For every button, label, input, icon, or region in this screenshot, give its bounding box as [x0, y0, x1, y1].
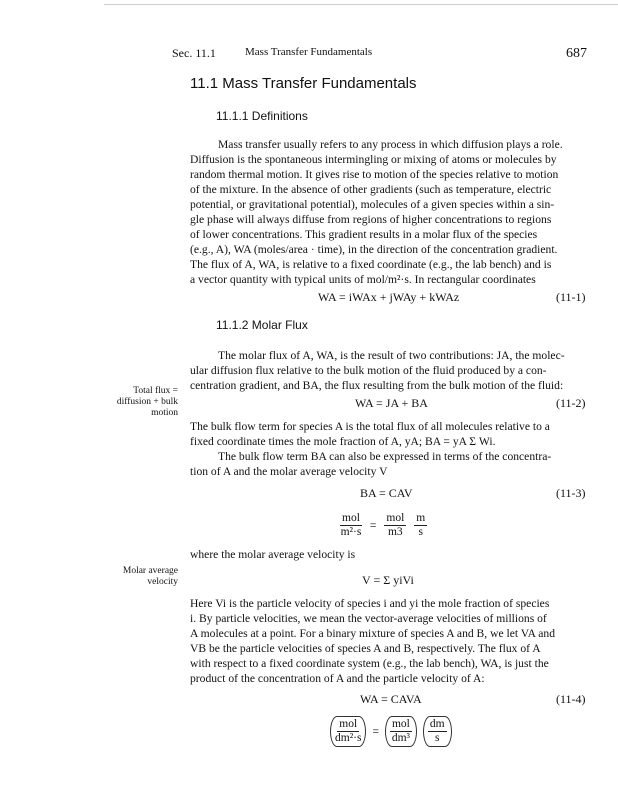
equation-molar-average-velocity: V = Σ yiVi — [362, 573, 414, 587]
text-line: The bulk flow term for species A is the total flux of all molecules relative to a — [190, 420, 550, 433]
unit-fraction — [414, 512, 427, 539]
text-line: Mass transfer usually refers to any process in which diffusion plays a role. — [218, 138, 563, 151]
equals-sign: = — [372, 725, 379, 738]
paragraph-molar-flux — [190, 348, 616, 393]
unit-numerator: dm — [429, 718, 445, 730]
unit-bracket — [330, 716, 366, 747]
equation-11-4: WA = CAVA — [360, 692, 422, 706]
equation-number-11-2: (11-2) — [556, 396, 586, 410]
unit-numerator: mol — [342, 512, 360, 524]
section-heading: 11.1 Mass Transfer Fundamentals — [190, 75, 417, 92]
text-line: fixed coordinate times the mole fraction of A, yA; BA = yA Σ Wi. — [190, 435, 496, 448]
text-line: potential, or gravitational potential), molecules of a given species within a sin- — [190, 198, 555, 211]
equation-number-11-4: (11-4) — [556, 692, 586, 706]
margin-line: Molar average — [122, 566, 178, 576]
text-line: A molecules at a point. For a binary mixture of species A and B, we let VA and — [190, 627, 556, 640]
margin-line: diffusion + bulk — [116, 397, 178, 407]
unit-denominator: s — [434, 732, 440, 744]
equation-11-1: WA = iWAx + jWAy + kWAz — [318, 290, 460, 304]
subsection-definitions: 11.1.1 Definitions — [216, 109, 308, 123]
paragraph-where: where the molar average velocity is — [190, 548, 356, 561]
paragraph-particle-velocity — [190, 596, 616, 686]
paragraph-bulk-flow — [190, 419, 616, 479]
unit-bracket — [423, 716, 452, 747]
unit-denominator: s — [418, 526, 423, 538]
unit-fraction — [390, 718, 412, 745]
unit-fraction — [340, 512, 362, 539]
unit-denominator: m3 — [387, 526, 403, 538]
unit-fraction — [335, 718, 361, 745]
text-line: VB be the particle velocities of species A and B, respectively. The flux of A — [190, 642, 541, 655]
unit-numerator: mol — [386, 512, 405, 524]
text-line: random thermal motion. It gives rise to motion of the species relative to motion — [190, 168, 559, 181]
equation-11-2: WA = JA + BA — [355, 396, 428, 410]
header-section: Sec. 11.1 — [172, 46, 216, 60]
unit-denominator: m²·s — [340, 526, 362, 538]
units-check-11-3 — [340, 512, 427, 539]
margin-line: Total flux = — [133, 386, 178, 396]
unit-numerator: m — [416, 512, 426, 524]
top-rule — [104, 4, 618, 5]
subsection-molar-flux: 11.1.2 Molar Flux — [216, 318, 308, 332]
units-check-11-4 — [330, 716, 452, 747]
equation-number-11-3: (11-3) — [556, 486, 586, 500]
unit-fraction — [428, 718, 447, 745]
text-line: i. By particle velocities, we mean the vector-average velocities of millions of — [190, 612, 547, 625]
text-line: The flux of A, WA, is relative to a fixed coordinate (e.g., the lab bench) and is — [190, 258, 552, 271]
margin-line: velocity — [147, 577, 178, 587]
header-running-title: Mass Transfer Fundamentals — [245, 46, 373, 58]
text-line: ular diffusion flux relative to the bulk motion of the fluid produced by a con- — [190, 364, 547, 377]
unit-numerator: mol — [339, 718, 358, 730]
margin-note-total-flux — [117, 386, 178, 419]
unit-denominator: dm²·s — [335, 732, 362, 744]
equals-sign: = — [369, 519, 377, 532]
unit-denominator: dm³ — [391, 732, 410, 744]
text-line: Diffusion is the spontaneous intermingling or mixing of atoms or molecules by — [190, 153, 557, 166]
text-line: with respect to a fixed coordinate system (e.g., the lab bench), WA, is just the — [190, 657, 549, 670]
margin-line: motion — [151, 408, 178, 418]
paragraph-definitions — [190, 137, 616, 287]
text-line: of lower concentrations. This gradient results in a molar flux of the species — [190, 228, 538, 241]
text-line: gle phase will always diffuse from regions of higher concentrations to regions — [190, 213, 552, 226]
text-line: centration gradient, and BA, the flux resulting from the bulk motion of the fluid: — [190, 379, 564, 392]
page-number: 687 — [566, 46, 587, 61]
text-line: product of the concentration of A and the particle velocity of A: — [190, 672, 485, 685]
text-line: The molar flux of A, WA, is the result of two contributions: JA, the molec- — [218, 349, 565, 362]
text-line: (e.g., A), WA (moles/area · time), in the direction of the concentration gradient. — [190, 243, 558, 256]
equation-11-3: BA = CAV — [360, 486, 413, 500]
text-line: Here Vi is the particle velocity of species i and yi the mole fraction of species — [190, 597, 550, 610]
text-line: of the mixture. In the absence of other gradients (such as temperature, electric — [190, 183, 552, 196]
unit-bracket — [385, 716, 417, 747]
equation-number-11-1: (11-1) — [556, 290, 586, 304]
text-line: The bulk flow term BA can also be expressed in terms of the concentra- — [218, 450, 552, 463]
text-line: tion of A and the molar average velocity V — [190, 465, 388, 478]
margin-note-molar-velocity — [123, 566, 178, 588]
unit-fraction — [384, 512, 406, 539]
unit-numerator: mol — [391, 718, 410, 730]
text-line: a vector quantity with typical units of mol/m²·s. In rectangular coordinates — [190, 273, 536, 286]
